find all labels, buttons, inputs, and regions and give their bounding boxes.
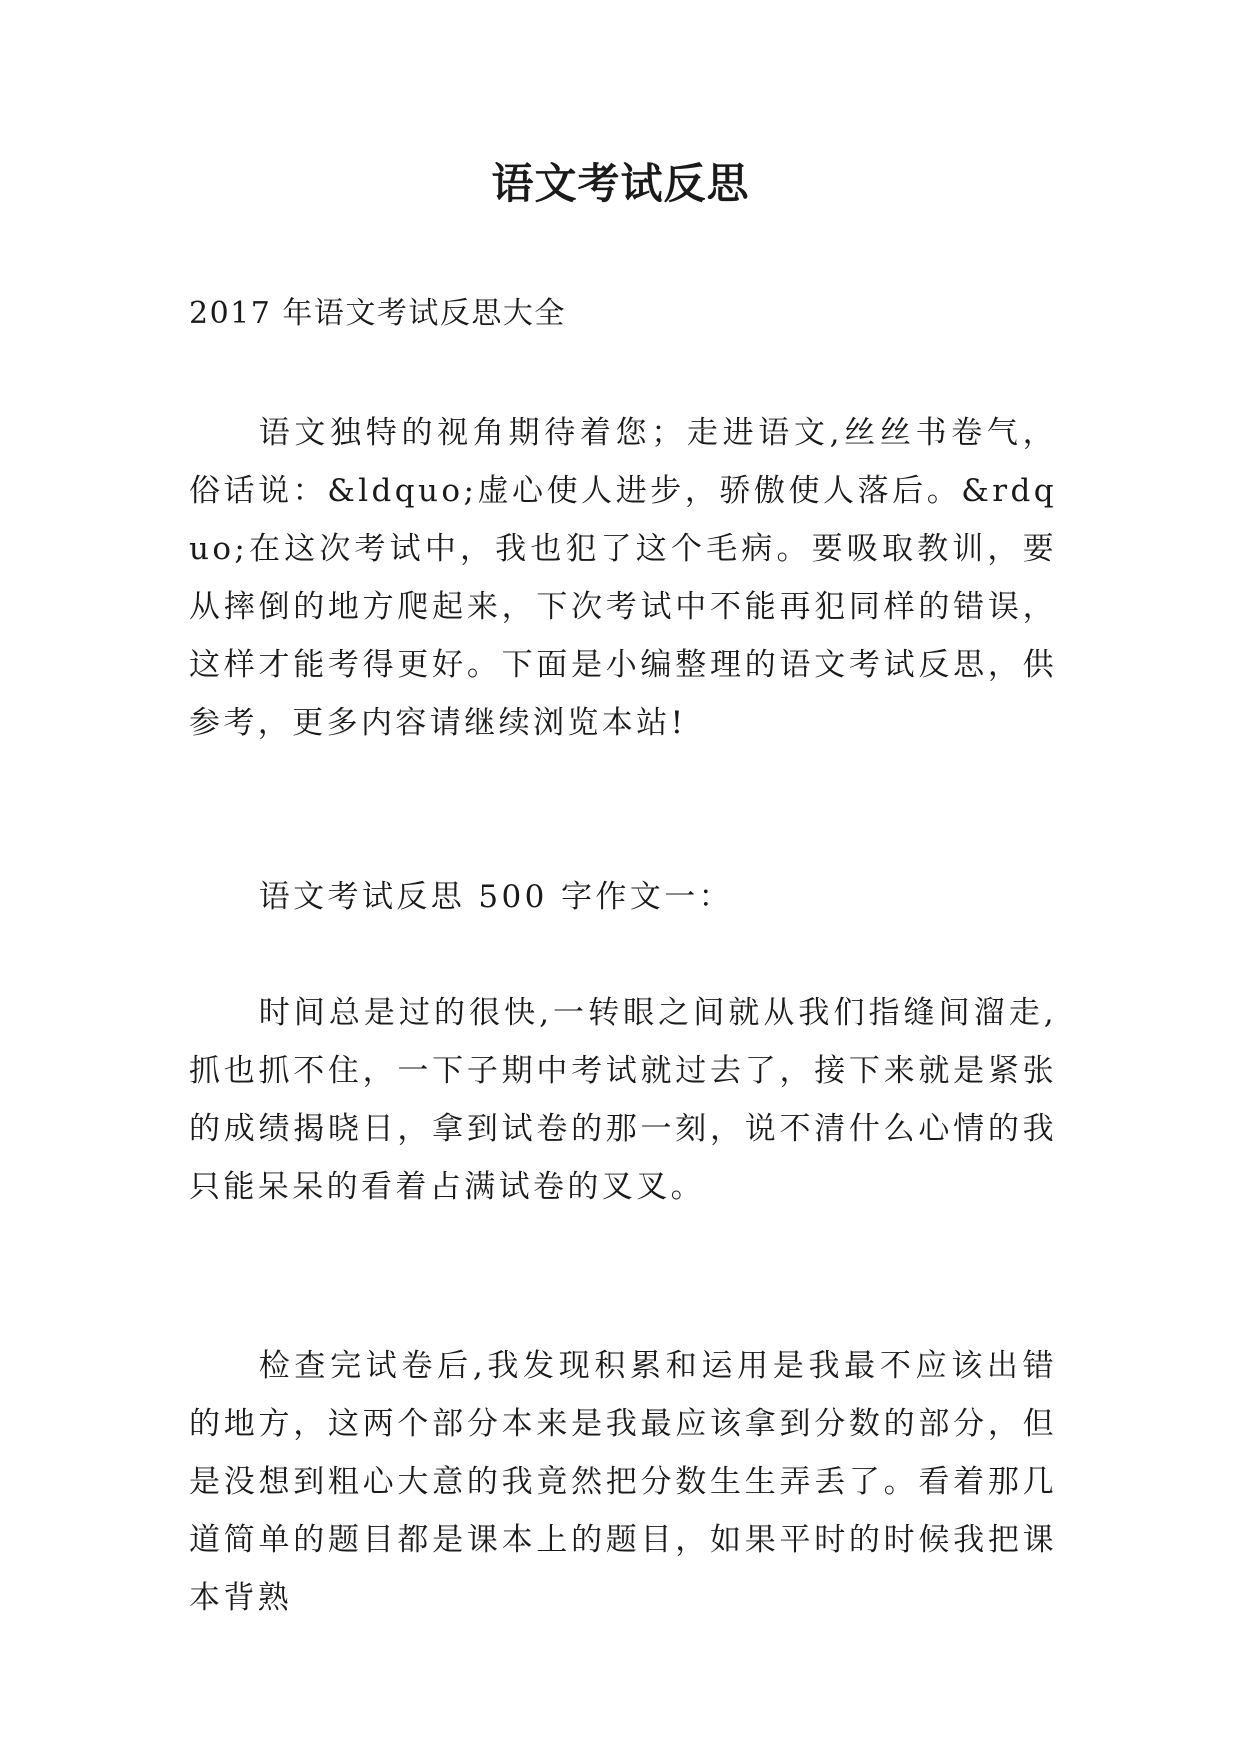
intro-paragraph: 语文独特的视角期待着您；走进语文,丝丝书卷气，俗话说：&ldquo;虚心使人进步，骄傲使人落后。&rdquo;在这次考试中，我也犯了这个毛病。要吸取教训，要从摔倒的地方爬起来，下次考试中不能再犯同样的错误，这样才能考得更好。下面是小编整理的语文考试反思，供参考，更多内容请继续浏览本站! [189,415,1057,741]
document-subtitle: 2017 年语文考试反思大全 [189,296,566,331]
body-paragraph: 时间总是过的很快,一转眼之间就从我们指缝间溜走,抓也抓不住，一下子期中考试就过去了，接下来就是紧张的成绩揭晓日，拿到试卷的那一刻，说不清什么心情的我只能呆呆的看着占满试卷的叉叉。 [189,995,1057,1205]
body-paragraph: 检查完试卷后,我发现积累和运用是我最不应该出错的地方，这两个部分本来是我最应该拿到分数的部分，但是没想到粗心大意的我竟然把分数生生弄丢了。看着那几道简单的题目都是课本上的题目，如果平时的时候我把课本背熟 [189,1348,1057,1616]
section-heading: 语文考试反思 500 字作文一： [258,879,734,915]
document-title: 语文考试反思 [491,159,750,208]
